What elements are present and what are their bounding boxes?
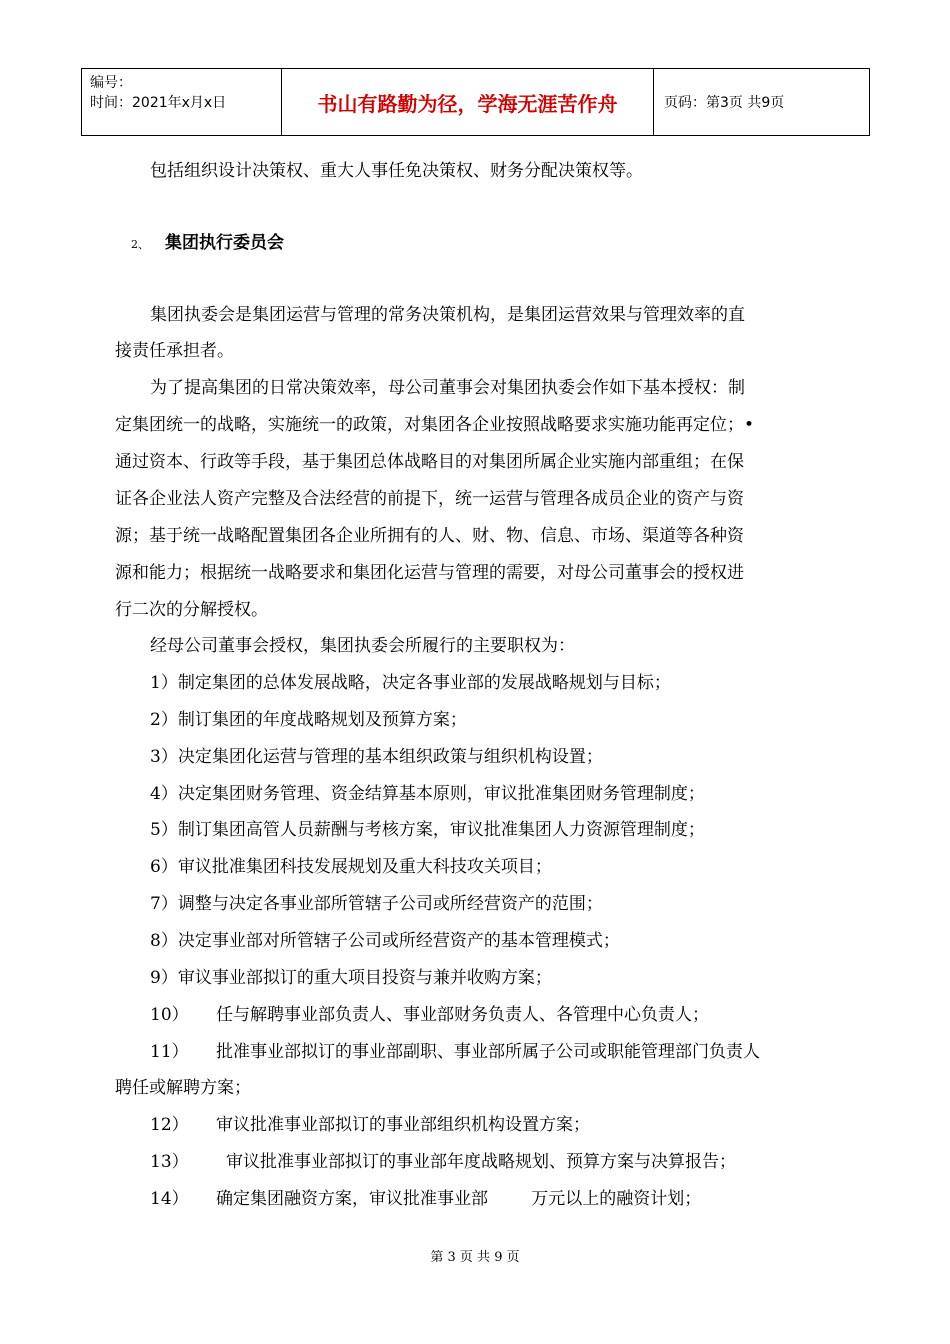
intro-line: 包括组织设计决策权、重大人事任免决策权、财务分配决策权等。 bbox=[150, 161, 643, 181]
motto: 书山有路勤为径，学海无涯苦作舟 bbox=[282, 69, 654, 135]
list-item bbox=[150, 745, 603, 769]
section-title: 集团执行委员会 bbox=[165, 233, 284, 253]
list-item bbox=[150, 929, 620, 953]
item-number: 9） bbox=[150, 968, 178, 988]
item-number: 3） bbox=[150, 747, 178, 767]
list-item bbox=[150, 1113, 590, 1137]
date-label: 时间：2021年x月x日 bbox=[90, 95, 227, 111]
item-number: 11） bbox=[150, 1042, 189, 1062]
item-text: 任与解聘事业部负责人、事业部财务负责人、各管理中心负责人； bbox=[216, 1005, 709, 1025]
item-number: 12） bbox=[150, 1115, 189, 1135]
item-number: 4） bbox=[150, 784, 178, 804]
item-text: 审议批准事业部拟订的事业部组织机构设置方案； bbox=[216, 1115, 590, 1135]
page-footer: 第 3 页 共 9 页 bbox=[430, 1250, 520, 1265]
item-text: 决定事业部对所管辖子公司或所经营资产的基本管理模式； bbox=[177, 931, 620, 951]
list-item bbox=[150, 782, 705, 806]
item-text: 审议批准事业部拟订的事业部年度战略规划、预算方案与决算报告； bbox=[226, 1152, 736, 1172]
list-item bbox=[150, 892, 603, 916]
item-number: 5） bbox=[150, 820, 178, 840]
list-item bbox=[150, 1003, 709, 1027]
number-label: 编号： bbox=[90, 75, 132, 91]
item-text: 聘任或解聘方案； bbox=[115, 1078, 251, 1098]
paragraph-line: 为了提高集团的日常决策效率，母公司董事会对集团执委会作如下基本授权：制 bbox=[150, 378, 745, 398]
list-item bbox=[150, 1187, 701, 1211]
paragraph-line: 证各企业法人资产完整及合法经营的前提下，统一运营与管理各成员企业的资产与资 bbox=[115, 489, 744, 509]
paragraph-line: 行二次的分解授权。 bbox=[115, 600, 268, 620]
paragraph-line: 通过资本、行政等手段，基于集团总体战略目的对集团所属企业实施内部重组；在保 bbox=[115, 452, 744, 472]
section-heading bbox=[131, 231, 284, 257]
paragraph-line: 接责任承担者。 bbox=[115, 341, 234, 361]
item-text: 批准事业部拟订的事业部副职、事业部所属子公司或职能管理部门负责人 bbox=[216, 1042, 760, 1062]
paragraph-line: 源；基于统一战略配置集团各企业所拥有的人、财、物、信息、市场、渠道等各种资 bbox=[115, 526, 744, 546]
header-table bbox=[81, 68, 870, 136]
item-number: 2） bbox=[150, 710, 178, 730]
item-text: 制订集团的年度战略规划及预算方案； bbox=[177, 710, 467, 730]
paragraph-line: 源和能力；根据统一战略要求和集团化运营与管理的需要，对母公司董事会的授权进 bbox=[115, 563, 744, 583]
item-text: 审议事业部拟订的重大项目投资与兼并收购方案； bbox=[177, 968, 552, 988]
item-number: 10） bbox=[150, 1005, 189, 1025]
paragraph-line: 经母公司董事会授权，集团执委会所履行的主要职权为： bbox=[150, 636, 575, 656]
item-text: 调整与决定各事业部所管辖子公司或所经营资产的范围； bbox=[177, 894, 603, 914]
paragraph-line: 集团执委会是集团运营与管理的常务决策机构，是集团运营效果与管理效率的直 bbox=[150, 305, 745, 325]
page-info: 页码：第3页 共9页 bbox=[664, 95, 785, 111]
item-number: 7） bbox=[150, 894, 178, 914]
list-item bbox=[150, 855, 552, 879]
item-number: 14） bbox=[150, 1189, 189, 1209]
list-item bbox=[150, 708, 467, 732]
section-number: 2、 bbox=[131, 238, 149, 251]
paragraph-line: 定集团统一的战略，实施统一的政策，对集团各企业按照战略要求实施功能再定位；• bbox=[115, 415, 755, 435]
list-item bbox=[150, 966, 552, 990]
list-item bbox=[150, 671, 671, 695]
list-item bbox=[150, 1040, 760, 1064]
header-left-cell bbox=[82, 69, 282, 135]
item-number: 1） bbox=[150, 673, 178, 693]
item-text: 制定集团的总体发展战略，决定各事业部的发展战略规划与目标； bbox=[177, 673, 671, 693]
list-item bbox=[150, 1150, 736, 1174]
item-number: 6） bbox=[150, 857, 178, 877]
item-text: 确定集团融资方案，审议批准事业部 万元以上的融资计划； bbox=[216, 1189, 702, 1209]
item-number: 13） bbox=[150, 1152, 189, 1172]
item-text: 审议批准集团科技发展规划及重大科技攻关项目； bbox=[177, 857, 552, 877]
item-number: 8） bbox=[150, 931, 178, 951]
item-text: 制订集团高管人员薪酬与考核方案，审议批准集团人力资源管理制度； bbox=[177, 820, 705, 840]
item-text: 决定集团化运营与管理的基本组织政策与组织机构设置； bbox=[177, 747, 603, 767]
list-item bbox=[150, 818, 705, 842]
item-text: 决定集团财务管理、资金结算基本原则，审议批准集团财务管理制度； bbox=[177, 784, 705, 804]
list-item-continuation bbox=[115, 1076, 251, 1100]
